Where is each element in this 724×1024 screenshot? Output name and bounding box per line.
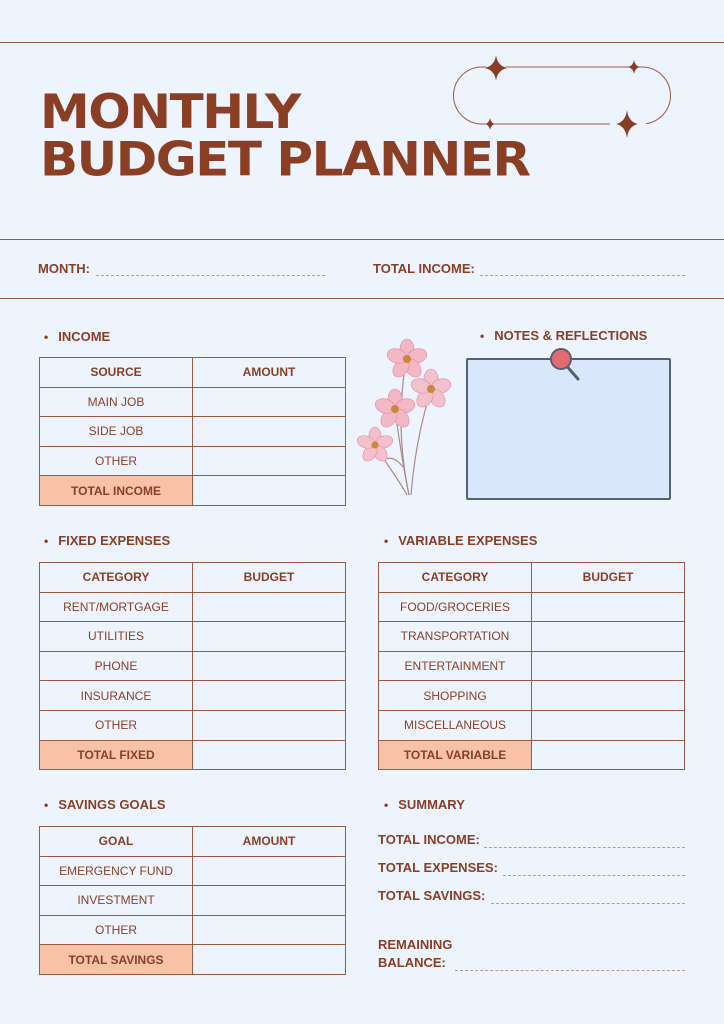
table-row xyxy=(40,915,346,945)
budget-cell[interactable] xyxy=(532,681,685,711)
sparkle-icon xyxy=(482,54,510,82)
variable-expenses-table xyxy=(378,562,685,770)
row-label: SHOPPING xyxy=(379,681,532,711)
variable-expenses-heading: • VARIABLE EXPENSES xyxy=(384,533,538,548)
top-rule xyxy=(0,42,724,43)
fixed-expenses-heading: • FIXED EXPENSES xyxy=(44,533,171,548)
income-heading: • INCOME xyxy=(44,329,111,344)
table-row xyxy=(379,710,685,740)
table-row xyxy=(379,592,685,622)
table-row xyxy=(40,886,346,916)
column-header: CATEGORY xyxy=(40,563,193,593)
sparkle-frame-decoration xyxy=(440,52,680,142)
amount-cell[interactable] xyxy=(193,915,346,945)
summary-total-expenses-label: TOTAL EXPENSES: xyxy=(378,860,498,875)
summary-total-savings-label: TOTAL SAVINGS: xyxy=(378,888,486,903)
summary-total-savings-field[interactable] xyxy=(491,903,685,904)
total-row xyxy=(40,740,346,770)
notes-heading: • NOTES & REFLECTIONS xyxy=(480,328,648,343)
sparkle-icon xyxy=(485,118,495,130)
table-row xyxy=(40,681,346,711)
column-header: GOAL xyxy=(40,827,193,857)
table-row xyxy=(40,710,346,740)
row-label: SIDE JOB xyxy=(40,417,193,447)
amount-cell[interactable] xyxy=(193,417,346,447)
month-label: MONTH: xyxy=(38,261,90,276)
row-label: PHONE xyxy=(40,651,193,681)
table-row xyxy=(379,651,685,681)
savings-goals-heading: • SAVINGS GOALS xyxy=(44,797,166,812)
row-label: MAIN JOB xyxy=(40,387,193,417)
row-label: EMERGENCY FUND xyxy=(40,856,193,886)
title-line-2: BUDGET PLANNER xyxy=(40,131,530,187)
total-row xyxy=(40,945,346,975)
total-budget-cell[interactable] xyxy=(193,740,346,770)
row-label: INVESTMENT xyxy=(40,886,193,916)
table-row xyxy=(40,387,346,417)
summary-total-income-label: TOTAL INCOME: xyxy=(378,832,480,847)
total-amount-cell[interactable] xyxy=(193,476,346,506)
column-header: BUDGET xyxy=(532,563,685,593)
budget-cell[interactable] xyxy=(193,651,346,681)
total-row xyxy=(40,476,346,506)
header-total-income-label: TOTAL INCOME: xyxy=(373,261,475,276)
income-table xyxy=(39,357,346,506)
table-row xyxy=(40,446,346,476)
total-budget-cell[interactable] xyxy=(532,740,685,770)
row-label: ENTERTAINMENT xyxy=(379,651,532,681)
sparkle-icon xyxy=(610,110,646,138)
budget-cell[interactable] xyxy=(532,592,685,622)
column-header: AMOUNT xyxy=(193,827,346,857)
flower xyxy=(385,339,428,380)
summary-heading: • SUMMARY xyxy=(384,797,465,812)
row-label: OTHER xyxy=(40,915,193,945)
amount-cell[interactable] xyxy=(193,856,346,886)
amount-cell[interactable] xyxy=(193,446,346,476)
flower-illustration xyxy=(353,337,457,501)
table-row xyxy=(40,622,346,652)
table-row xyxy=(40,417,346,447)
row-label: FOOD/GROCERIES xyxy=(379,592,532,622)
table-row xyxy=(40,651,346,681)
column-header: BUDGET xyxy=(193,563,346,593)
header-rule-top xyxy=(0,239,724,240)
total-label: TOTAL INCOME xyxy=(40,476,193,506)
budget-cell[interactable] xyxy=(193,710,346,740)
row-label: UTILITIES xyxy=(40,622,193,652)
remaining-balance-field[interactable] xyxy=(455,970,685,971)
row-label: OTHER xyxy=(40,446,193,476)
remaining-balance-label-line1: REMAINING xyxy=(378,937,453,952)
fixed-expenses-table xyxy=(39,562,346,770)
column-header: CATEGORY xyxy=(379,563,532,593)
budget-cell[interactable] xyxy=(193,681,346,711)
total-label: TOTAL SAVINGS xyxy=(40,945,193,975)
total-label: TOTAL VARIABLE xyxy=(379,740,532,770)
budget-cell[interactable] xyxy=(193,622,346,652)
header-total-income-field[interactable] xyxy=(480,275,685,276)
table-row xyxy=(40,856,346,886)
summary-total-expenses-field[interactable] xyxy=(503,875,685,876)
month-field[interactable] xyxy=(96,275,325,276)
column-header: SOURCE xyxy=(40,358,193,388)
flower xyxy=(373,389,416,430)
row-label: OTHER xyxy=(40,710,193,740)
total-row xyxy=(379,740,685,770)
title-line-1: MONTHLY xyxy=(40,84,300,140)
savings-table xyxy=(39,826,346,975)
amount-cell[interactable] xyxy=(193,886,346,916)
remaining-balance-label-line2: BALANCE: xyxy=(378,955,446,970)
row-label: TRANSPORTATION xyxy=(379,622,532,652)
amount-cell[interactable] xyxy=(193,387,346,417)
total-amount-cell[interactable] xyxy=(193,945,346,975)
total-label: TOTAL FIXED xyxy=(40,740,193,770)
table-row xyxy=(40,592,346,622)
budget-cell[interactable] xyxy=(193,592,346,622)
header-rule-bottom xyxy=(0,298,724,299)
table-row xyxy=(379,622,685,652)
budget-cell[interactable] xyxy=(532,622,685,652)
budget-cell[interactable] xyxy=(532,710,685,740)
pushpin-icon xyxy=(548,347,582,383)
table-row xyxy=(379,681,685,711)
column-header: AMOUNT xyxy=(193,358,346,388)
sparkle-icon xyxy=(628,60,640,74)
budget-cell[interactable] xyxy=(532,651,685,681)
row-label: MISCELLANEOUS xyxy=(379,710,532,740)
row-label: INSURANCE xyxy=(40,681,193,711)
row-label: RENT/MORTGAGE xyxy=(40,592,193,622)
summary-total-income-field[interactable] xyxy=(484,847,685,848)
